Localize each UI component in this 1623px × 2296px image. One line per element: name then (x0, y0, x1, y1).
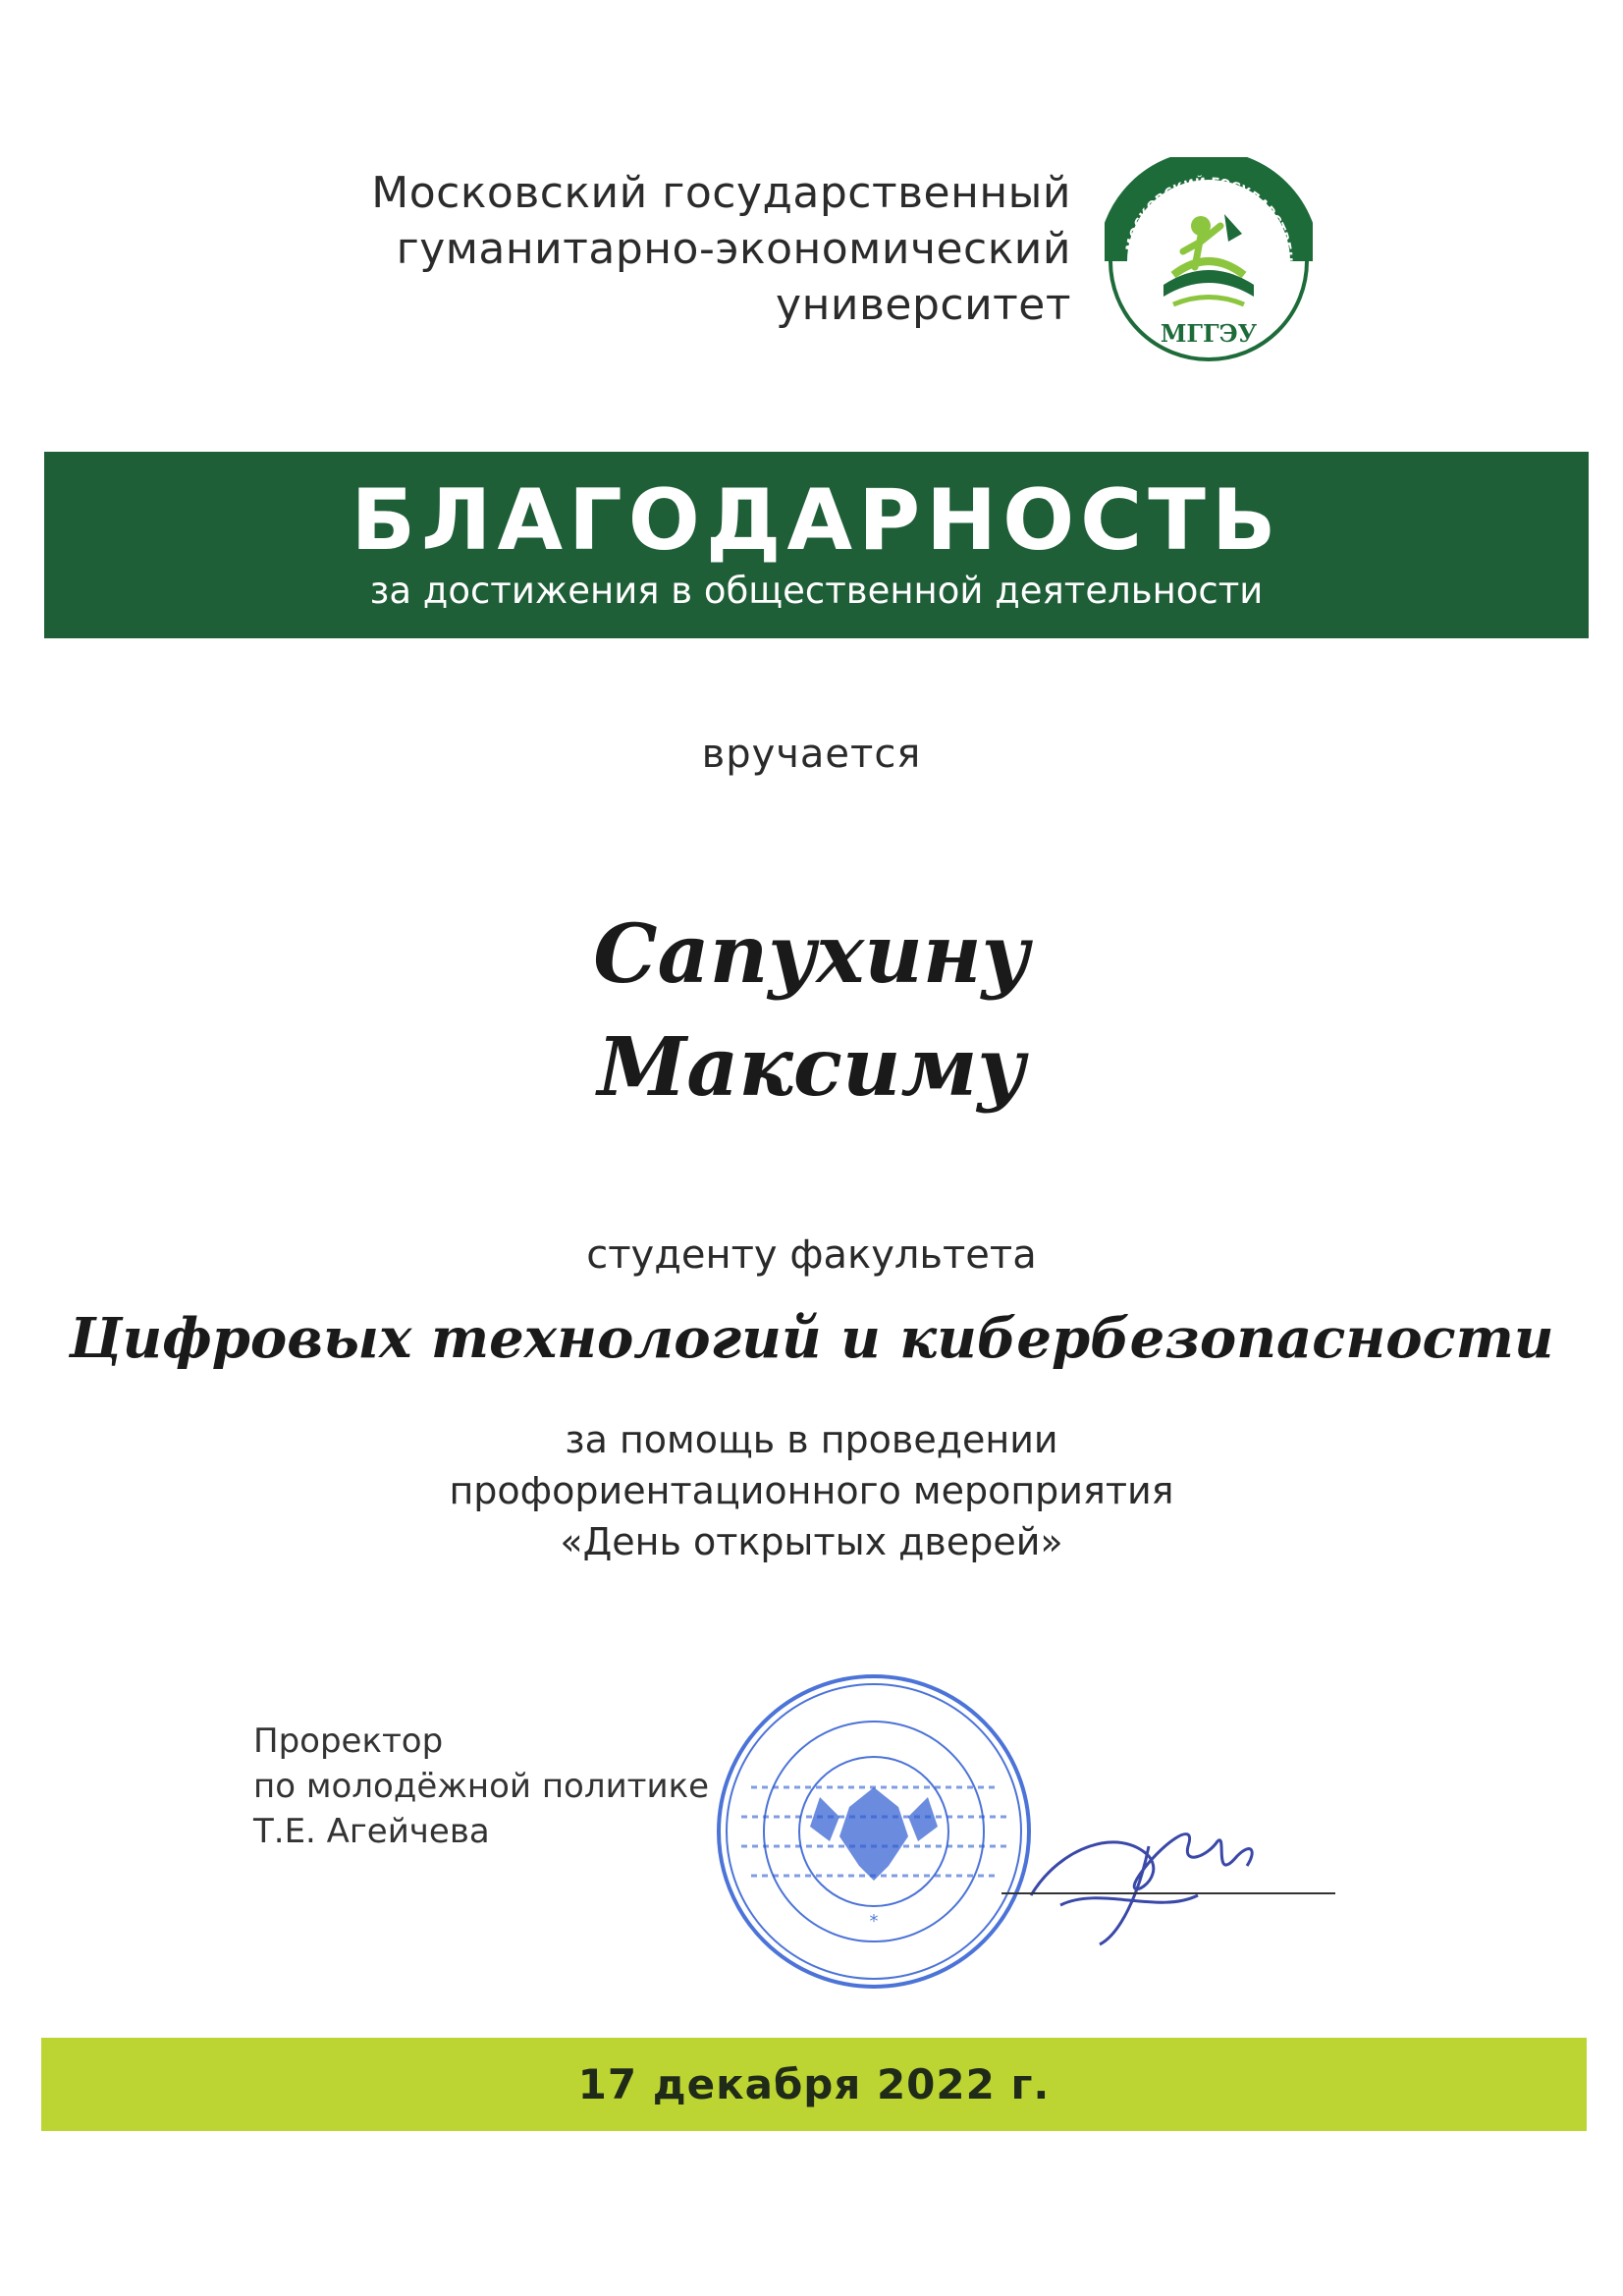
student-of-label: студенту факультета (586, 1232, 1037, 1278)
date-band (41, 2038, 1587, 2131)
signatory-position: Проректор (253, 1722, 444, 1761)
award-reason-line-2: профориентационного мероприятия (449, 1469, 1174, 1512)
signatory-name: Т.Е. Агейчева (253, 1812, 490, 1851)
logo-ring-text: МОСКОВСКИЙ ГОСУДАРСТВЕН (1123, 175, 1295, 263)
signature-icon (1001, 1787, 1335, 1954)
page-title: БЛАГОДАРНОСТЬ (351, 471, 1282, 570)
recipient-first-name: Максиму (597, 1020, 1026, 1115)
issue-date: 17 декабря 2022 г. (577, 2060, 1051, 2108)
logo-abbr: МГГЭУ (1160, 319, 1258, 348)
university-name-line-2: гуманитарно-экономический (396, 224, 1071, 274)
faculty-name: Цифровых технологий и кибербезопасности (69, 1306, 1554, 1371)
university-name-line-3: университет (776, 280, 1071, 330)
award-reason-line-3: «День открытых дверей» (560, 1520, 1063, 1563)
university-name (188, 165, 1071, 333)
svg-text:*: * (869, 1911, 879, 1932)
award-reason (0, 1414, 1623, 1567)
recipient-surname: Сапухину (593, 907, 1030, 1002)
title-band (44, 452, 1589, 638)
presented-label: вручается (701, 732, 922, 777)
signatory-block (253, 1719, 709, 1854)
award-reason-line-1: за помощь в проведении (565, 1418, 1058, 1461)
recipient-name (0, 899, 1623, 1124)
official-stamp-icon (712, 1669, 1036, 1994)
university-name-line-1: Московский государственный (371, 168, 1071, 218)
university-logo-icon (1105, 157, 1313, 365)
page-subtitle: за достижения в общественной деятельности (369, 570, 1264, 612)
signatory-department: по молодёжной политике (253, 1767, 710, 1806)
